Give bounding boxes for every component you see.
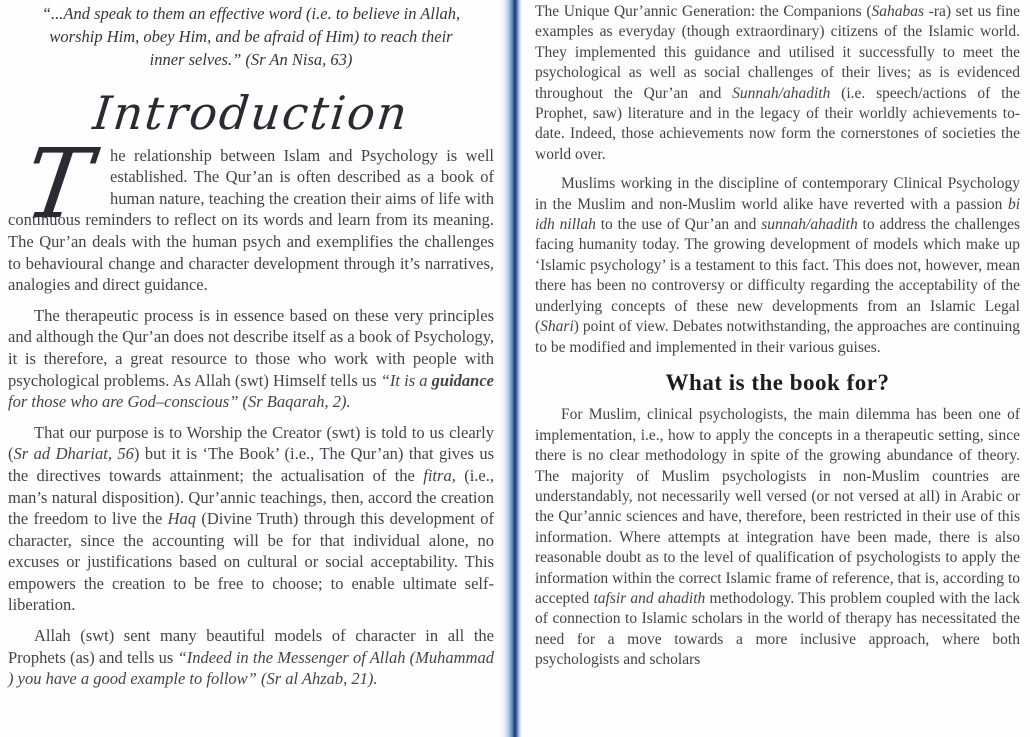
paragraph — [535, 174, 1020, 358]
section-heading: What is the book for? — [665, 369, 890, 395]
chapter-title: Introduction — [90, 86, 412, 140]
drop-cap-letter: T — [18, 127, 98, 240]
epigraph-quote: “...And speak to them an effective word (i.e. to believe in Allah, worship Him, obey Him, and be afraid of Him) to reach their inner selves.” (Sr An Nisa, 63) — [41, 4, 461, 69]
paragraph-text: That our purpose is to Worship the Creator (swt) is told to us clearly (Sr ad Dhariat, 56) but it is ‘The Book’ (i.e., The Qur’an) that gives us the directives towards attainment; the actualisation of the fitra, (i.e., man’s natural disposition). Qur’annic teachings, then, accord the creation the freedom to live the Haq (Divine Truth) through this development of character, since the accounting will be for that individual alone, no excuses or justifications based on cultural or social acceptability. This empowers the creation to be free to choose; to enable ultimate self-liberation. — [8, 422, 494, 615]
right-page — [522, 0, 1030, 737]
paragraph-text: Muslims working in the discipline of contemporary Clinical Psychology in the Muslim and non-Muslim world alike have reverted with a passion bi idh nillah to the use of Qur’an and sunnah/ahadith to address the challenges facing humanity today. The growing development of models which make up ‘Islamic psychology’ is a testament to this fact. This does not, however, mean there has been no controversy or difficulty regarding the acceptability of the underlying concepts of these new developments from an Islamic Legal (Shari) point of view. Debates notwithstanding, the approaches are continuing to be modified and implemented in their various guises. — [535, 175, 1021, 356]
paragraph-text: he relationship between Islam and Psychology is well established. The Qur’an is often described as a book of human nature, teaching the creation their aims of life with continuous reminders to reflect on its words and learn from its meaning. The Qur’an deals with the human psych and exemplifies the challenges to behavioural change and character development through it’s narratives, analogies and direct guidance. — [8, 145, 494, 295]
paragraph — [8, 422, 494, 616]
paragraph-text: Allah (swt) sent many beautiful models of character in all the Prophets (as) and tells us “Indeed in the Messenger of Allah (Muhammad ) you have a good example to follow” (Sr al Ahzab, 21). — [8, 626, 494, 689]
paragraph-text: The therapeutic process is in essence based on these very principles and although the Qur’an does not describe itself as a book of Psychology, it is therefore, a great resource to those who work with people with psychological problems. As Allah (swt) Himself tells us “It is a guidance for those who are God–conscious” (Sr Baqarah, 2). — [8, 305, 494, 412]
paragraph — [8, 305, 494, 413]
paragraph-text: For Muslim, clinical psychologists, the main dilemma has been one of implementation, i.e., how to apply the concepts in a therapeutic setting, since there is no clear methodology in spite of the growing abundance of theory. The majority of Muslim psychologists in non-Muslim countries are understandably, not necessarily well versed (or not versed at all) in Arabic or the Qur’annic sciences and have, therefore, been restricted in their use of this information. Where attempts at integration have been made, there is also reasonable doubt as to the level of qualification of psychologists to apply the information within the correct Islamic frame of reference, that is, according to accepted tafsir and ahadith methodology. This problem coupled with the lack of connection to Islamic scholars in the world of therapy has necessitated the need for a move towards a more inclusive approach, where both psychologists and scholars — [535, 406, 1020, 669]
paragraph-text: The Unique Qur’annic Generation: the Companions (Sahabas -ra) set us fine examples as everyday (though extraordinary) citizens of the Islamic world. They implemented this guidance and utilised it successfully to meet the psychological as well as social challenges of their lives; as is evidenced throughout the Qur’an and Sunnah/ahadith (i.e. speech/actions of the Prophet, saw) literature and in the legacy of their worldly achievements to-date. Indeed, those achievements now form the cornerstones of societies the world over. — [535, 3, 1020, 163]
page-gutter-divider — [500, 0, 522, 737]
left-page — [0, 0, 500, 737]
paragraph — [535, 405, 1020, 670]
paragraph — [8, 625, 494, 690]
paragraph — [535, 2, 1020, 165]
paragraph — [8, 127, 494, 296]
